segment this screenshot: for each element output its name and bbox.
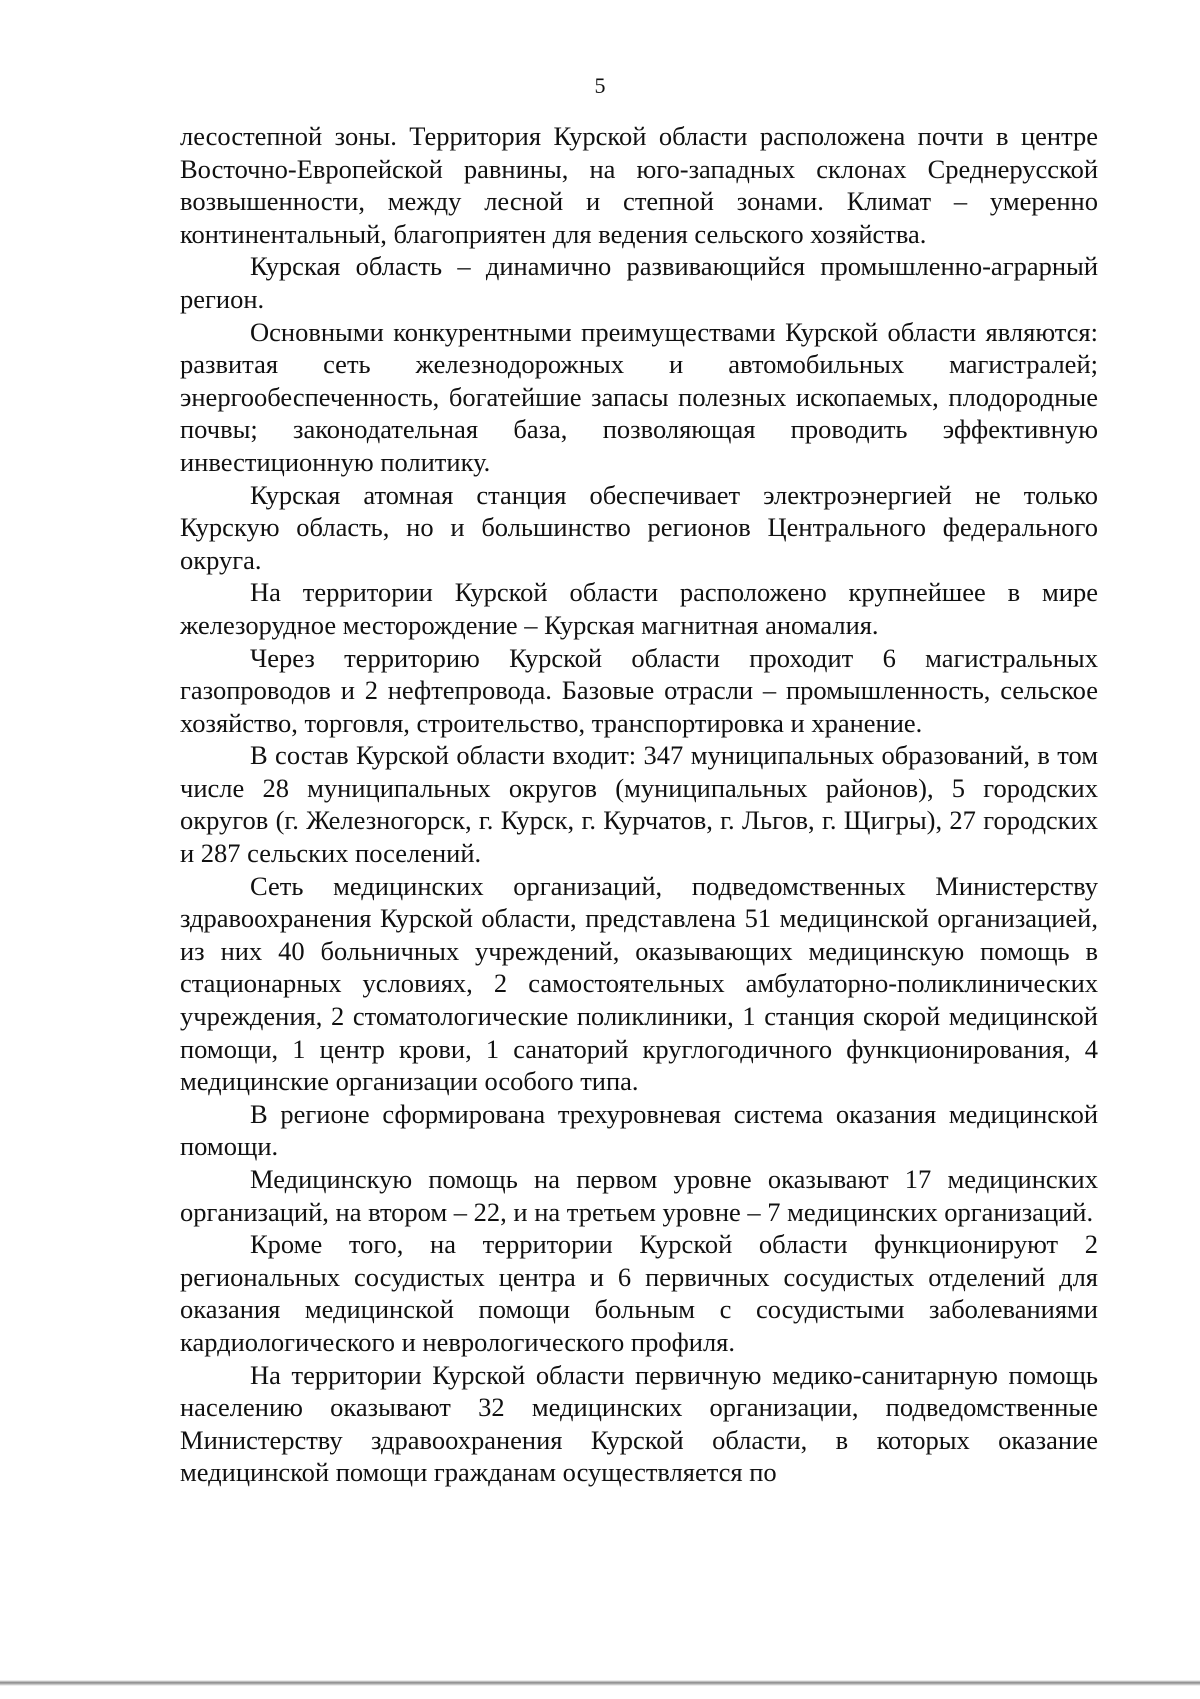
page-number: 5 — [594, 73, 606, 98]
paragraph: В состав Курской области входит: 347 муниципальных образований, в том числе 28 муниципальных округов (муниципальных районов), 5 городских округов (г. Железногорск, г. Курск, г. Курчатов, г. Льгов, г. Щигры), 27 городских и 287 сельских поселений. — [180, 740, 1098, 869]
paragraph: Основными конкурентными преимуществами Курской области являются: развитая сеть железнодорожных и автомобильных магистралей; энергообеспеченность, богатейшие запасы полезных ископаемых, плодородные почвы; законодательная база, позволяющая проводить эффективную инвестиционную политику. — [180, 316, 1098, 477]
paragraph: На территории Курской области расположено крупнейшее в мире железорудное месторождение – Курская магнитная аномалия. — [180, 577, 1098, 640]
paragraph: Кроме того, на территории Курской области функционируют 2 региональных сосудистых центра и 6 первичных сосудистых отделений для оказания медицинской помощи больным с сосудистыми заболеваниями кардиологического и неврологического профиля. — [180, 1229, 1098, 1357]
paragraph: В регионе сформирована трехуровневая система оказания медицинской помощи. — [180, 1098, 1098, 1162]
scan-edge-line — [0, 1680, 1200, 1686]
paragraph: Курская область – динамично развивающийся промышленно-аграрный регион. — [180, 251, 1098, 314]
paragraph: Курская атомная станция обеспечивает электроэнергией не только Курскую область, но и большинство регионов Центрального федерального округа. — [180, 479, 1098, 575]
paragraph: На территории Курской области первичную медико-санитарную помощь населению оказывают 32 медицинских организации, подведомственные Министерству здравоохранения Курской области, в которых оказание медицинской помощи гражданам осуществляется по — [180, 1359, 1098, 1488]
paragraph: Сеть медицинских организаций, подведомственных Министерству здравоохранения Курской области, представлена 51 медицинской организацией, из них 40 больничных учреждений, оказывающих медицинскую помощь в стационарных условиях, 2 самостоятельных амбулаторно-поликлинических учреждения, 2 стоматологические поликлиники, 1 станция скорой медицинской помощи, 1 центр крови, 1 санаторий круглогодичного функционирования, 4 медицинские организации особого типа. — [180, 870, 1098, 1097]
paragraph: Медицинскую помощь на первом уровне оказывают 17 медицинских организаций, на втором – 22, и на третьем уровне – 7 медицинских организаций. — [180, 1164, 1098, 1227]
paragraph: Через территорию Курской области проходит 6 магистральных газопроводов и 2 нефтепровода. Базовые отрасли – промышленность, сельское хозяйство, торговля, строительство, транспортировка и хранение. — [180, 642, 1098, 738]
document-body — [180, 120, 1098, 1489]
paragraph-continuation: лесостепной зоны. Территория Курской области расположена почти в центре Восточно-Европейской равнины, на юго-западных склонах Среднерусской возвышенности, между лесной и степной зонами. Климат – умеренно континентальный, благоприятен для ведения сельского хозяйства. — [180, 121, 1098, 249]
